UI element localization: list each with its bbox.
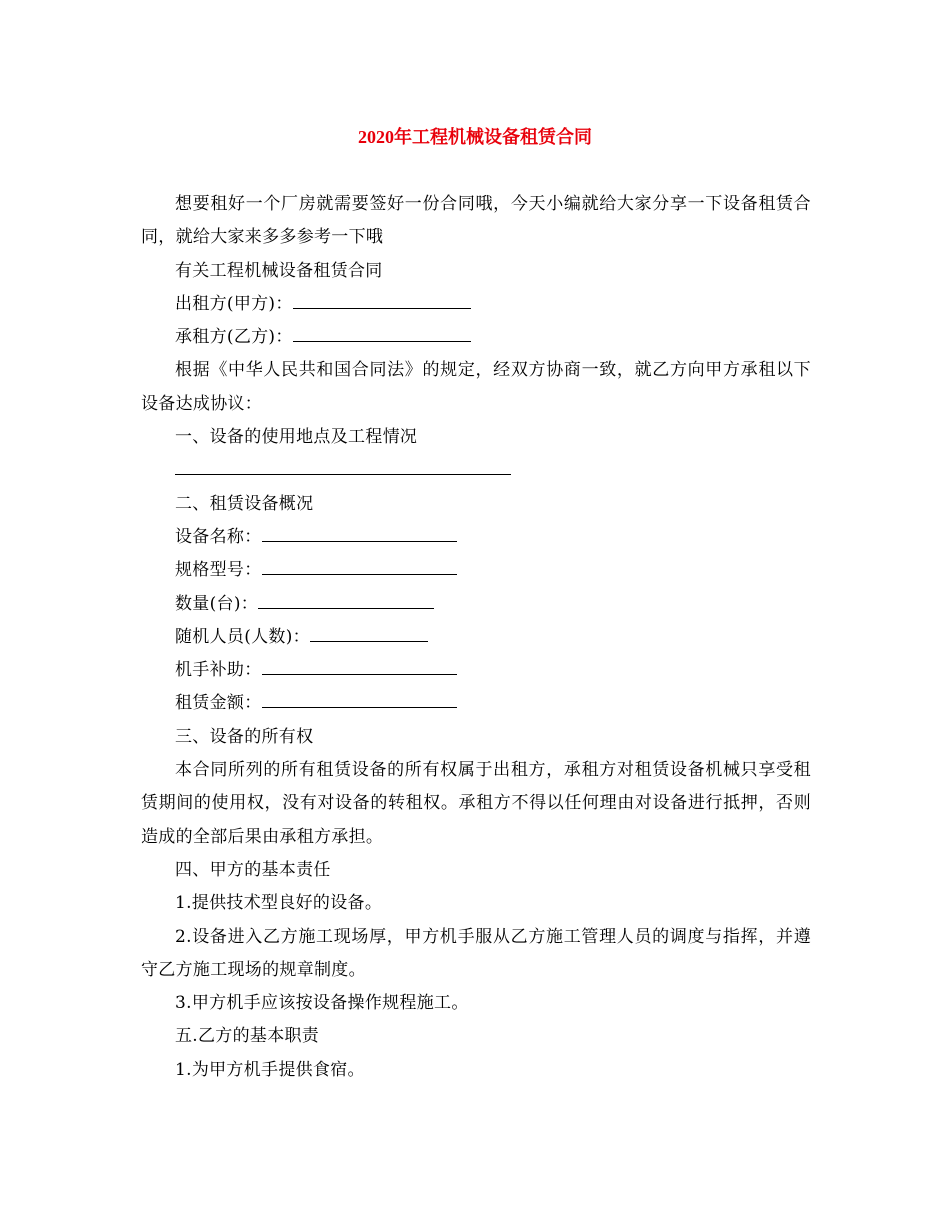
equipment-name-blank bbox=[262, 527, 457, 542]
staff-blank bbox=[310, 627, 428, 642]
section-4-item-1: 1.提供技术型良好的设备。 bbox=[175, 893, 383, 914]
section-5-heading: 五.乙方的基本职责 bbox=[175, 1026, 320, 1047]
amount-blank bbox=[262, 693, 457, 708]
quantity-label: 数量(台)： bbox=[175, 593, 259, 614]
section-4-item-2: 2.设备进入乙方施工现场厚，甲方机手服从乙方施工管理人员的调度与指挥，并遵守乙方施工现场的规章制度。 bbox=[141, 926, 811, 980]
lessor-blank bbox=[293, 294, 471, 309]
amount-label: 租赁金额： bbox=[175, 693, 262, 714]
subsidy-blank bbox=[262, 660, 457, 675]
section-5-item-1: 1.为甲方机手提供食宿。 bbox=[175, 1059, 365, 1080]
intro-paragraph: 想要租好一个厂房就需要签好一份合同哦，今天小编就给大家分享一下设备租赁合同，就给大家来多多参考一下哦 bbox=[141, 194, 811, 248]
section-3-text: 本合同所列的所有租赁设备的所有权属于出租方，承租方对租赁设备机械只享受租赁期间的使用权，没有对设备的转租权。承租方不得以任何理由对设备进行抵押，否则造成的全部后果由承租方承担。 bbox=[141, 760, 811, 847]
lessor-line bbox=[141, 288, 811, 321]
subsidy-line bbox=[141, 654, 811, 687]
quantity-line bbox=[141, 588, 811, 621]
section-3-heading: 三、设备的所有权 bbox=[175, 726, 314, 747]
site-line bbox=[141, 454, 811, 487]
section-1-heading: 一、设备的使用地点及工程情况 bbox=[175, 427, 418, 448]
staff-label: 随机人员(人数)： bbox=[175, 626, 310, 647]
lessor-label: 出租方(甲方)： bbox=[175, 293, 293, 314]
section-2-heading: 二、租赁设备概况 bbox=[175, 493, 314, 514]
basis-paragraph: 根据《中华人民共和国合同法》的规定，经双方协商一致，就乙方向甲方承租以下设备达成协议： bbox=[141, 360, 811, 414]
equipment-name-label: 设备名称： bbox=[175, 526, 262, 547]
quantity-blank bbox=[258, 594, 434, 609]
contract-subtitle: 有关工程机械设备租赁合同 bbox=[175, 260, 383, 281]
subsidy-label: 机手补助： bbox=[175, 660, 262, 681]
staff-line bbox=[141, 621, 811, 654]
model-blank bbox=[262, 560, 457, 575]
lessee-line bbox=[141, 321, 811, 354]
amount-line bbox=[141, 687, 811, 720]
document-body bbox=[141, 188, 811, 1087]
site-blank bbox=[175, 460, 511, 475]
section-4-item-3: 3.甲方机手应该按设备操作规程施工。 bbox=[175, 993, 469, 1014]
model-line bbox=[141, 554, 811, 587]
lessee-label: 承租方(乙方)： bbox=[175, 327, 293, 348]
document-title: 2020年工程机械设备租赁合同 bbox=[358, 127, 592, 147]
lessee-blank bbox=[293, 327, 471, 342]
equipment-name-line bbox=[141, 521, 811, 554]
section-4-heading: 四、甲方的基本责任 bbox=[175, 859, 331, 880]
model-label: 规格型号： bbox=[175, 560, 262, 581]
